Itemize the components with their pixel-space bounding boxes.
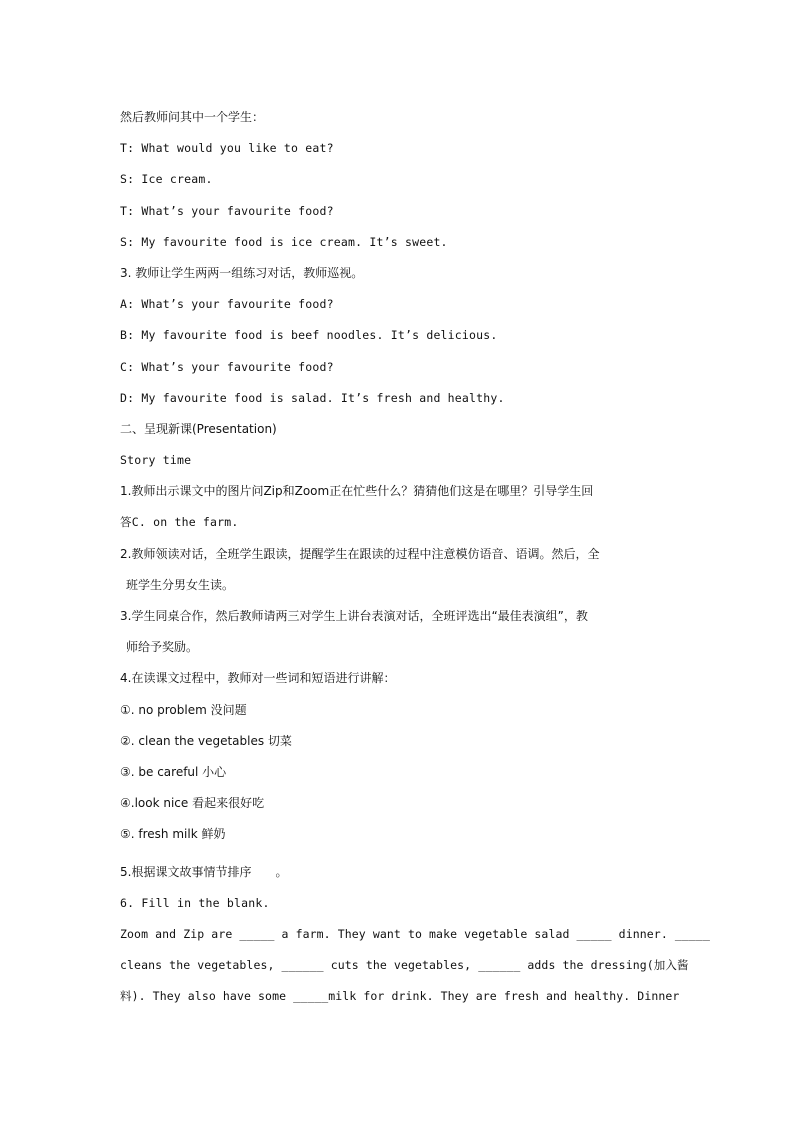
text-line: 5.根据课文故事情节排序 。 — [120, 864, 288, 879]
fill-blank-line: cleans the vegetables, ______ cuts the vegetables, ______ adds the dressing(加入酱 — [120, 958, 689, 973]
vocab-item: ②. clean the vegetables 切菜 — [120, 733, 292, 748]
dialogue-line: S: Ice cream. — [120, 172, 213, 187]
vocab-item: ⑤. fresh milk 鲜奶 — [120, 827, 226, 842]
text-line: 然后教师问其中一个学生： — [120, 110, 265, 124]
paragraph-1-line-1: 1.教师出示课文中的图片问Zip和Zoom正在忙些什么？猜猜他们这是在哪里？引导学生回 — [120, 484, 594, 499]
section-heading: 二、呈现新课(Presentation) — [120, 421, 277, 436]
paragraph-2-line-2: 班学生分男女生读。 — [126, 577, 235, 592]
dialogue-line: C: What’s your favourite food? — [120, 359, 334, 374]
dialogue-line: D: My favourite food is salad. It’s fresh and healthy. — [120, 390, 505, 405]
vocab-item: ①. no problem 没问题 — [120, 702, 247, 717]
exercise-heading: 6. Fill in the blank. — [120, 895, 270, 910]
dialogue-line: A: What’s your favourite food? — [120, 297, 334, 312]
dialogue-line: T: What would you like to eat? — [120, 141, 334, 156]
dialogue-line: S: My favourite food is ice cream. It’s sweet. — [120, 234, 448, 249]
dialogue-line: T: What’s your favourite food? — [120, 203, 334, 218]
document-body — [120, 102, 710, 1012]
subsection-heading: Story time — [120, 453, 192, 468]
paragraph-3-line-1: 3.学生同桌合作，然后教师请两三对学生上讲台表演对话，全班评选出“最佳表演组”，教 — [120, 609, 588, 623]
dialogue-line: B: My favourite food is beef noodles. It’s delicious. — [120, 328, 498, 343]
text-line: 4.在读课文过程中，教师对一些词和短语进行讲解： — [120, 671, 396, 686]
paragraph-1-line-2: 答C. on the farm. — [120, 515, 239, 530]
fill-blank-line: 料). They also have some _____milk for drink. They are fresh and healthy. Dinner — [120, 989, 680, 1004]
fill-blank-line: Zoom and Zip are _____ a farm. They want to make vegetable salad _____ dinner. _____ — [120, 926, 710, 941]
text-line: 3. 教师让学生两两一组练习对话，教师巡视。 — [120, 265, 364, 280]
paragraph-3-line-2: 师给予奖励。 — [126, 640, 199, 655]
paragraph-2-line-1: 2.教师领读对话，全班学生跟读，提醒学生在跟读的过程中注意模仿语音、语调。然后，全 — [120, 546, 600, 561]
vocab-item: ④.look nice 看起来很好吃 — [120, 796, 265, 811]
vocab-item: ③. be careful 小心 — [120, 764, 227, 779]
